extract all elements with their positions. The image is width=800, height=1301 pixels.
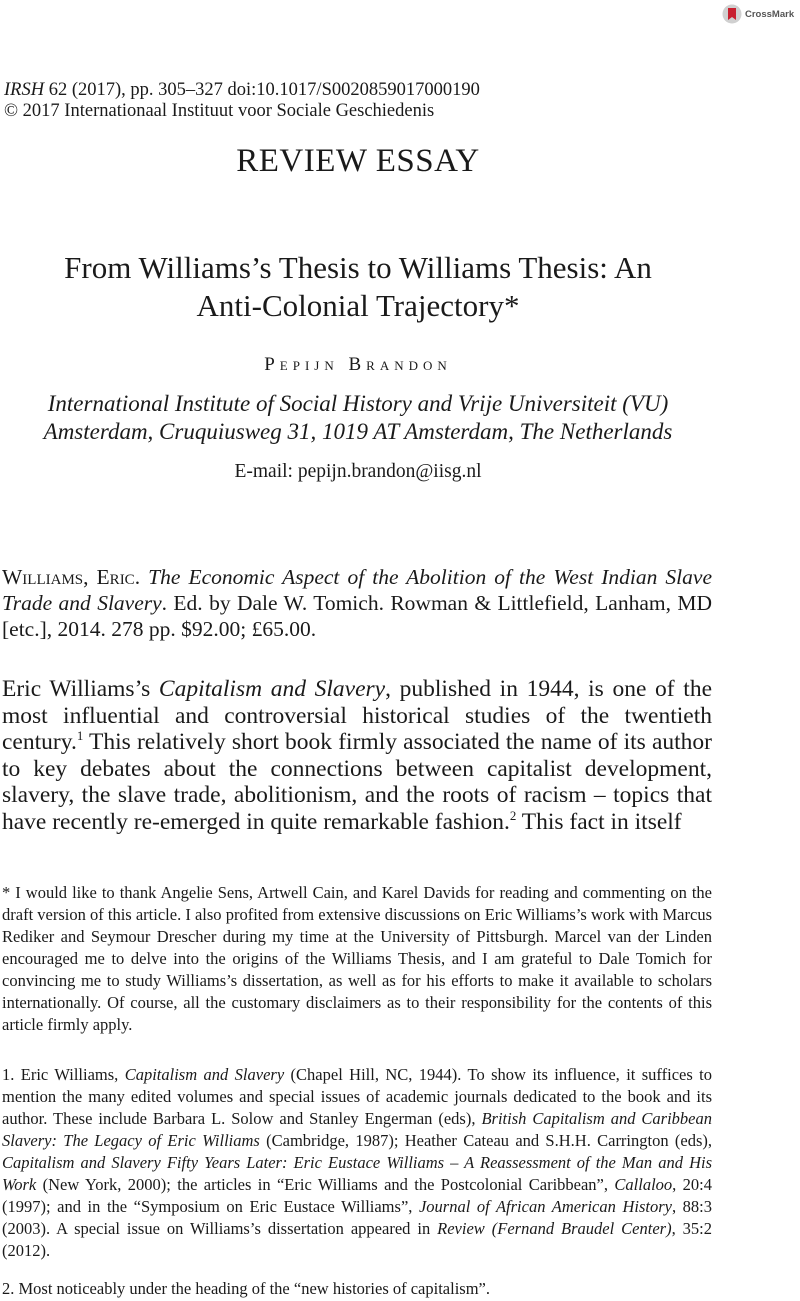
- affiliation-line-1: International Institute of Social History and Vrije Universiteit (VU): [47, 391, 669, 416]
- footnote-1: [2, 1064, 712, 1262]
- footnote-title: Capitalism and Slavery: [124, 1065, 285, 1084]
- section-heading: REVIEW ESSAY: [236, 143, 480, 179]
- book-title: The Economic Aspect of the Abolition of the West Indian Slave Trade and Slavery: [2, 565, 712, 615]
- crossmark-label: CrossMark: [745, 8, 795, 20]
- article-title: [0, 249, 716, 325]
- footnote-acknowledgements: * I would like to thank Angelie Sens, Artwell Cain, and Karel Davids for reading and commenting on the draft version of this article. I also profited from extensive discussions on Eric Williams’s work with Marcus Rediker and Seymour Drescher during my time at the University of Pittsburgh. Marcel van der Linden encouraged me to delve into the origins of the Williams Thesis, and I am grateful to Dale Tomich for convincing me to study Williams’s dissertation, as well as for his efforts to make it available to scholars internationally. Of course, all the customary disclaimers as to their responsibility for the contents of this article firmly apply.: [2, 883, 712, 1034]
- title-line-2: Anti-Colonial Trajectory*: [196, 288, 520, 323]
- crossmark-badge[interactable]: [722, 2, 798, 26]
- citation-details: 62 (2017), pp. 305–327 doi:10.1017/S0020859017000190: [44, 80, 480, 100]
- footnote-title: British Capitalism and Caribbean Slavery: The Legacy of Eric Williams: [2, 1109, 712, 1150]
- body-paragraph: [2, 676, 712, 835]
- footnote-text: (Chapel Hill, NC, 1944). To show its influence, it suffices to mention the many edited volumes and special issues of academic journals dedicated to the book and its author. These include Barbara L. Solow and Stanley Engerman (eds),: [2, 1065, 713, 1128]
- book-author: Williams, Eric.: [2, 565, 141, 589]
- footnote-title: Journal of African American History: [418, 1197, 672, 1216]
- citation-line: [4, 80, 480, 101]
- journal-abbr: IRSH: [4, 80, 45, 100]
- body-text: Eric Williams’s: [2, 676, 159, 702]
- footnote-title: Review (Fernand Braudel Center): [437, 1219, 672, 1238]
- footnote-title: Callaloo: [614, 1175, 673, 1194]
- footnote-text: , 20:4 (1997); and in the “Symposium on Eric Eustace Williams”,: [2, 1175, 712, 1216]
- footnote-text: , 88:3 (2003). A special issue on Williams’s dissertation appeared in: [2, 1197, 712, 1238]
- footnote-text: 1. Eric Williams,: [2, 1065, 125, 1084]
- author-affiliation: [0, 390, 716, 446]
- footnote-text: (New York, 2000); the articles in “Eric Williams and the Postcolonial Caribbean”,: [36, 1175, 615, 1194]
- crossmark-icon: [722, 4, 742, 24]
- footnote-ref-2[interactable]: 2: [509, 807, 517, 823]
- footnote-title: Capitalism and Slavery Fifty Years Later: Eric Eustace Williams – A Reassessment of the Man and His Work: [2, 1153, 712, 1194]
- body-book-title: Capitalism and Slavery: [158, 676, 386, 702]
- copyright-line: © 2017 Internationaal Instituut voor Sociale Geschiedenis: [4, 101, 435, 121]
- author-email[interactable]: E-mail: pepijn.brandon@iisg.nl: [234, 461, 482, 482]
- footnote-ref-1[interactable]: 1: [76, 728, 84, 744]
- citation-header: [4, 80, 480, 122]
- footnote-text: (Cambridge, 1987); Heather Cateau and S.H.H. Carrington (eds),: [259, 1131, 712, 1150]
- book-details: . Ed. by Dale W. Tomich. Rowman & Littlefield, Lanham, MD [etc.], 2014. 278 pp. $92.00; £65.00.: [2, 591, 713, 641]
- affiliation-line-2: Amsterdam, Cruquiusweg 31, 1019 AT Amsterdam, The Netherlands: [43, 419, 673, 444]
- author-name: Pepijn Brandon: [264, 354, 452, 375]
- body-text: , published in 1944, is one of the most influential and controversial historical studies of the twentieth century.: [2, 676, 712, 755]
- title-line-1: From Williams’s Thesis to Williams Thesis: An: [64, 250, 652, 285]
- body-text: This relatively short book firmly associated the name of its author to key debates about the connections between capitalist development, slavery, the slave trade, abolitionism, and the roots of racism – topics that have recently re-emerged in quite remarkable fashion.: [2, 729, 712, 835]
- reviewed-book-citation: [2, 564, 712, 642]
- footnote-2: 2. Most noticeably under the heading of the “new histories of capitalism”.: [2, 1279, 490, 1298]
- footnote-text: , 35:2 (2012).: [2, 1219, 712, 1260]
- body-text: This fact in itself: [516, 808, 682, 835]
